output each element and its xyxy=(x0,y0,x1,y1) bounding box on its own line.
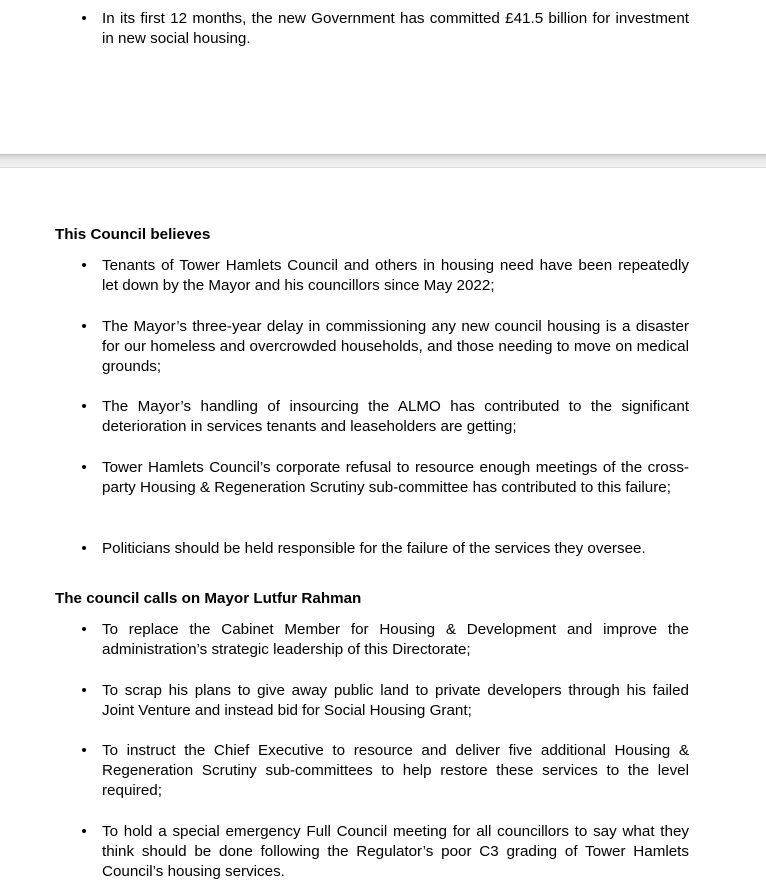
list-item xyxy=(0,822,689,882)
believes-bullet-list xyxy=(0,397,766,437)
calls-on-bullet-list xyxy=(0,681,766,721)
believes-bullet-list xyxy=(0,317,766,377)
calls-on-bullet-list xyxy=(0,822,766,882)
believes-bullet-list xyxy=(0,256,766,296)
bullet-icon: • xyxy=(81,459,87,476)
list-item xyxy=(0,620,689,660)
list-item xyxy=(0,397,689,437)
list-item-text: Tenants of Tower Hamlets Council and others in housing need have been repeatedly let down by the Mayor and his councillors since May 2022; xyxy=(102,257,689,294)
list-item xyxy=(0,458,689,498)
section-heading-believes: This Council believes xyxy=(55,226,211,243)
list-item-text: In its first 12 months, the new Government has committed £41.5 billion for investment in new social housing. xyxy=(102,10,689,47)
list-item xyxy=(0,256,689,296)
bullet-icon: • xyxy=(81,823,87,840)
list-item-text: To hold a special emergency Full Council meeting for all councillors to say what they think should be done following the Regulator’s poor C3 grading of Tower Hamlets Council’s housing services. xyxy=(102,823,689,880)
list-item-text: To scrap his plans to give away public land to private developers through his failed Joint Venture and instead bid for Social Housing Grant; xyxy=(102,682,689,719)
list-item-text: Politicians should be held responsible for the failure of the services they oversee. xyxy=(102,540,646,557)
bullet-icon: • xyxy=(81,398,87,415)
bullet-icon: • xyxy=(81,621,87,638)
calls-on-bullet-list xyxy=(0,741,766,801)
bullet-icon: • xyxy=(81,682,87,699)
list-item-text: The Mayor’s handling of insourcing the ALMO has contributed to the significant deterioration in services tenants and leaseholders are getting; xyxy=(102,398,689,435)
list-item xyxy=(0,539,689,559)
believes-bullet-list xyxy=(0,539,766,559)
bullet-icon: • xyxy=(81,742,87,759)
bullet-icon: • xyxy=(81,318,87,335)
bullet-icon: • xyxy=(81,10,87,27)
list-item-text: To instruct the Chief Executive to resource and deliver five additional Housing & Regeneration Scrutiny sub-committees to help restore these services to the level required; xyxy=(102,742,689,799)
bullet-icon: • xyxy=(81,257,87,274)
top-bullet-list xyxy=(0,9,766,49)
list-item xyxy=(0,9,689,49)
list-item xyxy=(0,317,689,377)
section-heading-calls-on: The council calls on Mayor Lutfur Rahman xyxy=(55,590,362,607)
calls-on-bullet-list xyxy=(0,620,766,660)
list-item xyxy=(0,741,689,801)
list-item-text: To replace the Cabinet Member for Housing & Development and improve the administration’s strategic leadership of this Directorate; xyxy=(102,621,689,658)
believes-bullet-list xyxy=(0,458,766,498)
bullet-icon: • xyxy=(81,540,87,557)
document-page-bottom xyxy=(0,168,766,888)
list-item-text: Tower Hamlets Council’s corporate refusal to resource enough meetings of the cross-party Housing & Regeneration Scrutiny sub-committee has contributed to this failure; xyxy=(102,459,689,496)
page-break xyxy=(0,154,766,168)
list-item-text: The Mayor’s three-year delay in commissioning any new council housing is a disaster for our homeless and overcrowded households, and those needing to move on medical grounds; xyxy=(102,318,689,375)
list-item xyxy=(0,681,689,721)
document-page-top xyxy=(0,0,766,154)
